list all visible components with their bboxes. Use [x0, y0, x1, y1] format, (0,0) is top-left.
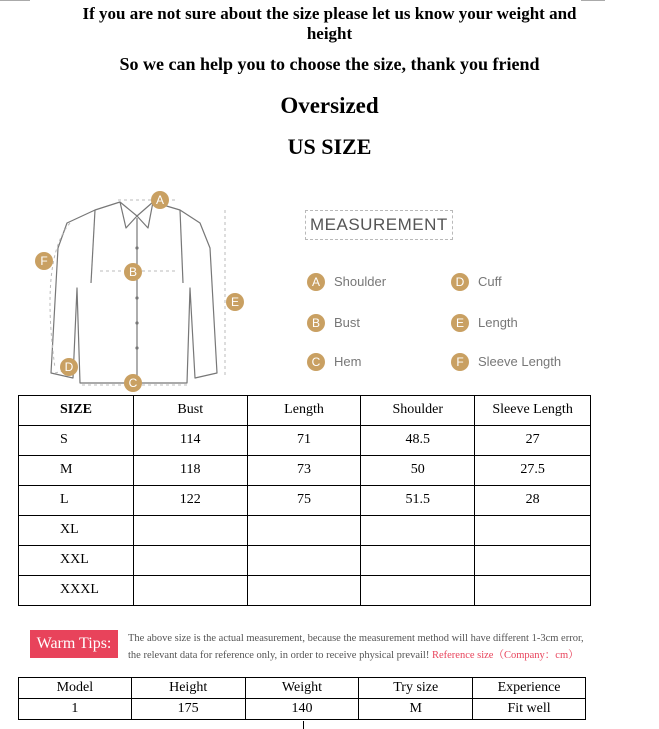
header-length: Length [247, 396, 361, 426]
legend-e-icon: E [451, 314, 469, 332]
bust-cell: 118 [133, 456, 247, 486]
legend-b-icon: B [307, 314, 325, 332]
warm-tips-line1: The above size is the actual measurement, because the measurement method will have different 1-3cm error, [128, 633, 584, 644]
length-cell [247, 576, 361, 606]
marker-a-icon: A [151, 191, 169, 209]
header-model: Model [19, 678, 132, 699]
table-row [19, 546, 591, 576]
legend-d-icon: D [451, 273, 469, 291]
header-height: Height [131, 678, 245, 699]
table-row [19, 486, 591, 516]
table-row [19, 516, 591, 546]
sleeve-cell [475, 516, 591, 546]
measurement-diagram [25, 188, 575, 393]
table-header-row [19, 678, 586, 699]
height-cell: 175 [131, 699, 245, 720]
header-weight: Weight [245, 678, 359, 699]
reference-size-note: Reference size（Company：cm） [431, 650, 579, 661]
shoulder-cell: 48.5 [361, 426, 475, 456]
legend-label: Length [478, 315, 518, 330]
size-cell: XXXL [19, 576, 134, 606]
header-try-size: Try size [359, 678, 473, 699]
length-cell [247, 546, 361, 576]
size-notice: If you are not sure about the size please let us know your weight and height [82, 4, 577, 43]
bust-cell [133, 576, 247, 606]
legend-f-icon: F [451, 353, 469, 371]
bust-cell [133, 516, 247, 546]
bust-cell [133, 546, 247, 576]
header-sleeve-length: Sleeve Length [475, 396, 591, 426]
experience-cell: Fit well [473, 699, 586, 720]
legend-label: Bust [334, 315, 361, 330]
table-row [19, 456, 591, 486]
legend-a-icon: A [307, 273, 325, 291]
weight-cell: 140 [245, 699, 359, 720]
length-cell: 73 [247, 456, 361, 486]
size-table [18, 395, 591, 606]
size-system-title: US SIZE [287, 134, 372, 159]
legend-label: Hem [334, 354, 362, 369]
length-cell [247, 516, 361, 546]
size-cell: L [19, 486, 134, 516]
marker-e-icon: E [226, 293, 244, 311]
warm-tips-label: Warm Tips: [30, 630, 118, 658]
sleeve-cell: 28 [475, 486, 591, 516]
table-header-row [19, 396, 591, 426]
sleeve-cell [475, 546, 591, 576]
bust-cell: 122 [133, 486, 247, 516]
warm-tips-text [128, 630, 653, 664]
warm-tips-line2 [128, 647, 653, 664]
fit-title: Oversized [280, 93, 379, 118]
size-cell: S [19, 426, 134, 456]
shoulder-cell [361, 516, 475, 546]
size-cell: XL [19, 516, 134, 546]
legend-c-icon: C [307, 353, 325, 371]
marker-b-icon: B [124, 263, 142, 281]
size-cell: M [19, 456, 134, 486]
table-row [19, 699, 586, 720]
warm-tips-line2-text: the relevant data for reference only, in order to receive physical prevail! [128, 650, 430, 661]
bottom-tick [303, 721, 304, 729]
top-rule-left [0, 0, 30, 1]
sleeve-cell: 27.5 [475, 456, 591, 486]
table-row [19, 426, 591, 456]
header-size: SIZE [19, 396, 134, 426]
marker-c-icon: C [124, 374, 142, 392]
header-experience: Experience [473, 678, 586, 699]
length-cell: 75 [247, 486, 361, 516]
marker-f-icon: F [35, 252, 53, 270]
legend-label: Shoulder [334, 274, 387, 289]
bust-cell: 114 [133, 426, 247, 456]
sleeve-cell [475, 576, 591, 606]
legend-label: Sleeve Length [478, 354, 562, 369]
header-shoulder: Shoulder [361, 396, 475, 426]
model-table [18, 677, 586, 720]
shoulder-cell: 51.5 [361, 486, 475, 516]
sleeve-cell: 27 [475, 426, 591, 456]
model-cell: 1 [19, 699, 132, 720]
top-rule-right [581, 0, 605, 1]
size-cell: XXL [19, 546, 134, 576]
legend-label: Cuff [478, 274, 502, 289]
shoulder-cell [361, 576, 475, 606]
length-cell: 71 [247, 426, 361, 456]
table-row [19, 576, 591, 606]
marker-d-icon: D [60, 358, 78, 376]
measurement-title: MEASUREMENT [305, 210, 453, 240]
shoulder-cell: 50 [361, 456, 475, 486]
header-bust: Bust [133, 396, 247, 426]
help-notice: So we can help you to choose the size, thank you friend [119, 54, 540, 74]
try-size-cell: M [359, 699, 473, 720]
shoulder-cell [361, 546, 475, 576]
